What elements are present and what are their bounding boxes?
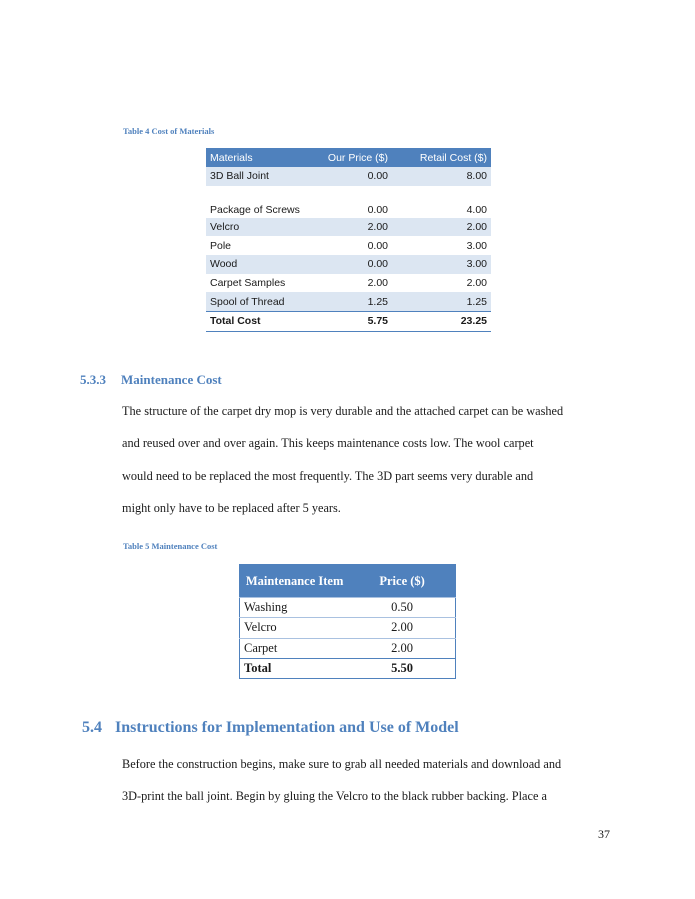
retail-cost: 1.25 <box>392 292 491 311</box>
table-row <box>206 218 491 237</box>
retail-cost: 2.00 <box>392 218 491 237</box>
column-header-our-price: Our Price ($) <box>308 148 392 167</box>
column-header-materials: Materials <box>206 148 308 167</box>
column-header-maintenance-item: Maintenance Item <box>240 565 350 598</box>
table-row <box>240 638 456 658</box>
total-label: Total <box>240 658 350 678</box>
total-price: 5.50 <box>349 658 455 678</box>
maintenance-item: Washing <box>240 598 350 618</box>
material-name: Velcro <box>206 218 308 237</box>
table-row <box>240 618 456 638</box>
section-number: 5.4 <box>82 719 102 736</box>
maintenance-price: 2.00 <box>349 638 455 658</box>
paragraph-line: would need to be replaced the most frequently. The 3D part seems very durable and <box>122 468 534 483</box>
table5-caption: Table 5 Maintenance Cost <box>123 541 218 551</box>
our-price: 0.00 <box>308 236 392 255</box>
total-retail-cost: 23.25 <box>392 312 491 332</box>
paragraph-line: might only have to be replaced after 5 years. <box>122 501 341 516</box>
material-name: Wood <box>206 255 308 274</box>
retail-cost: 8.00 <box>392 167 491 186</box>
table-row <box>206 274 491 293</box>
section-title: Instructions for Implementation and Use of Model <box>115 719 459 736</box>
section-heading-maintenance-cost <box>80 372 222 388</box>
retail-cost: 3.00 <box>392 236 491 255</box>
material-name: Spool of Thread <box>206 292 308 311</box>
paragraph-line: Before the construction begins, make sure to grab all needed materials and download and <box>122 757 562 771</box>
our-price: 1.25 <box>308 292 392 311</box>
retail-cost: 3.00 <box>392 255 491 274</box>
our-price: 2.00 <box>308 218 392 237</box>
cost-of-materials-table <box>206 148 491 332</box>
maintenance-item: Carpet <box>240 638 350 658</box>
retail-cost: 4.00 <box>392 186 491 218</box>
our-price: 0.00 <box>308 186 392 218</box>
section-number: 5.3.3 <box>80 372 106 387</box>
maintenance-price: 0.50 <box>349 598 455 618</box>
table-row <box>206 236 491 255</box>
column-header-retail-cost: Retail Cost ($) <box>392 148 491 167</box>
table-row <box>206 255 491 274</box>
table-row <box>206 292 491 311</box>
column-header-price: Price ($) <box>349 565 455 598</box>
table-row <box>240 598 456 618</box>
total-label: Total Cost <box>206 312 308 332</box>
paragraph-line: and reused over and over again. This keeps maintenance costs low. The wool carpet <box>122 436 534 451</box>
material-name: Carpet Samples <box>206 274 308 293</box>
maintenance-cost-table <box>239 564 456 679</box>
table-row <box>206 167 491 186</box>
table-row <box>206 186 491 218</box>
our-price: 2.00 <box>308 274 392 293</box>
paragraph-line: 3D-print the ball joint. Begin by gluing the Velcro to the black rubber backing. Place a <box>122 789 547 804</box>
maintenance-price: 2.00 <box>349 618 455 638</box>
our-price: 0.00 <box>308 255 392 274</box>
total-our-price: 5.75 <box>308 312 392 332</box>
table-total-row <box>240 658 456 678</box>
section-title: Maintenance Cost <box>121 372 222 387</box>
maintenance-paragraph <box>122 395 618 525</box>
material-name: Pole <box>206 236 308 255</box>
material-name: Package of Screws <box>206 186 308 218</box>
our-price: 0.00 <box>308 167 392 186</box>
maintenance-item: Velcro <box>240 618 350 638</box>
retail-cost: 2.00 <box>392 274 491 293</box>
instructions-paragraph <box>122 748 618 813</box>
material-name: 3D Ball Joint <box>206 167 308 186</box>
section-heading-instructions <box>82 719 459 737</box>
table-header-row <box>206 148 491 167</box>
paragraph-line: The structure of the carpet dry mop is very durable and the attached carpet can be washed <box>122 404 564 418</box>
table-total-row <box>206 312 491 332</box>
table-header-row <box>240 565 456 598</box>
table4-caption: Table 4 Cost of Materials <box>123 126 215 136</box>
page-number: 37 <box>598 827 610 841</box>
